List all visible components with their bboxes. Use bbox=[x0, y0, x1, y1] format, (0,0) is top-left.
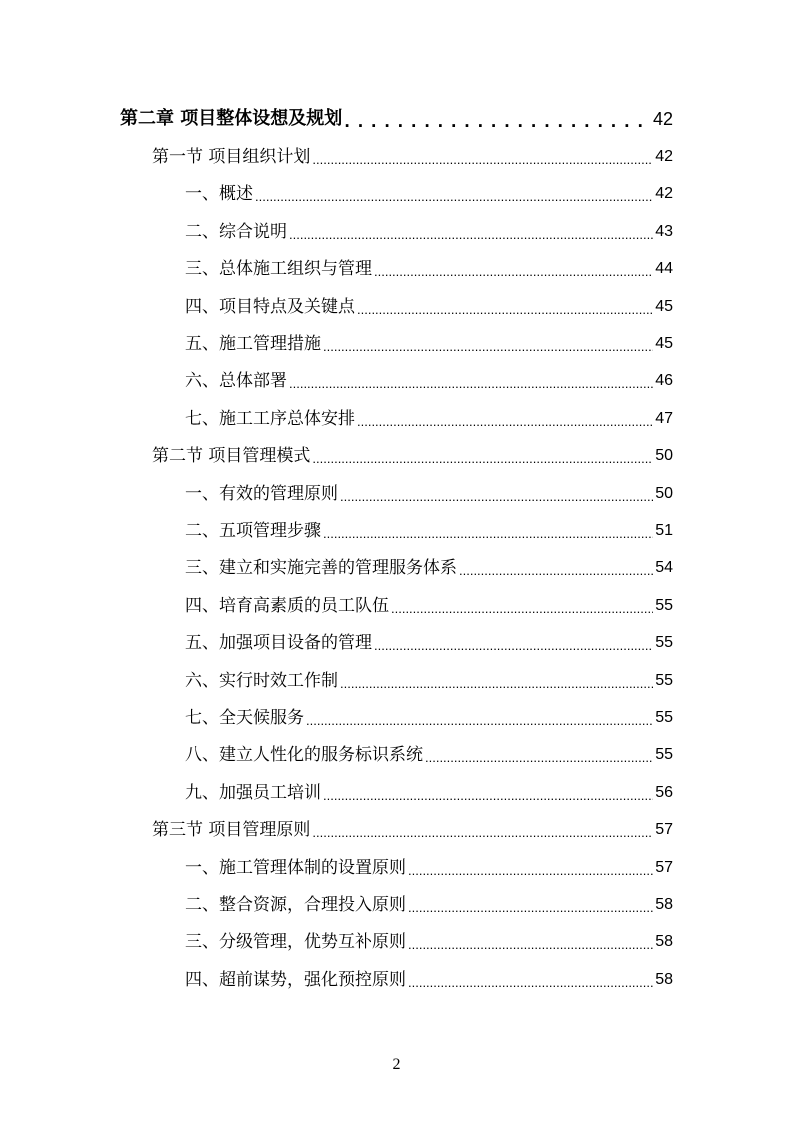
toc-item-entry[interactable] bbox=[185, 329, 673, 355]
toc-entry-title: 五、加强项目设备的管理 bbox=[185, 633, 372, 654]
toc-item-entry[interactable] bbox=[185, 553, 673, 579]
toc-dot-leader bbox=[357, 408, 653, 430]
toc-entry-title: 三、分级管理，优势互补原则 bbox=[185, 932, 406, 953]
toc-dot-leader bbox=[306, 707, 653, 729]
toc-entry-page: 54 bbox=[655, 559, 673, 577]
toc-entry-title: 七、施工工序总体安排 bbox=[185, 408, 355, 429]
toc-entry-page: 47 bbox=[655, 409, 673, 427]
toc-entry-page: 42 bbox=[655, 185, 673, 203]
toc-dot-leader bbox=[357, 296, 653, 318]
toc-entry-title: 一、有效的管理原则 bbox=[185, 483, 338, 504]
toc-entry-page: 58 bbox=[655, 896, 673, 913]
toc-chapter-entry[interactable] bbox=[120, 104, 673, 130]
toc-entry-page: 50 bbox=[655, 484, 673, 502]
toc-dot-leader bbox=[323, 782, 653, 804]
toc-entry-page: 51 bbox=[655, 522, 673, 539]
toc-dot-leader bbox=[323, 520, 653, 542]
toc-dot-leader bbox=[323, 333, 653, 355]
toc-dot-leader bbox=[408, 894, 653, 916]
toc-entry-title: 三、总体施工组织与管理 bbox=[185, 259, 372, 280]
toc-entry-page: 55 bbox=[655, 596, 673, 614]
toc-entry-page: 57 bbox=[655, 821, 673, 839]
toc-dot-leader bbox=[374, 258, 653, 280]
toc-entry-title: 九、加强员工培训 bbox=[185, 782, 321, 803]
toc-entry-page: 45 bbox=[655, 335, 673, 352]
toc-entry-title: 一、概述 bbox=[185, 184, 253, 205]
toc-dot-leader bbox=[255, 183, 653, 205]
page-number: 2 bbox=[392, 1056, 401, 1073]
toc-entry-page: 58 bbox=[655, 933, 673, 951]
toc-entry-title: 第二节 项目管理模式 bbox=[152, 446, 311, 467]
toc-entry-title: 七、全天候服务 bbox=[185, 708, 304, 728]
toc-entry-page: 58 bbox=[655, 970, 673, 988]
toc-section-entry[interactable] bbox=[152, 441, 673, 467]
toc-item-entry[interactable] bbox=[185, 890, 673, 916]
toc-dot-leader bbox=[459, 557, 653, 579]
toc-entry-title: 五、施工管理措施 bbox=[185, 334, 321, 354]
toc-dot-leader bbox=[408, 931, 653, 953]
toc-item-entry[interactable] bbox=[185, 479, 673, 505]
toc-entry-page: 43 bbox=[655, 222, 673, 240]
toc-dot-leader bbox=[408, 969, 653, 991]
toc-entry-page: 55 bbox=[655, 746, 673, 764]
toc-entry-page: 55 bbox=[655, 634, 673, 652]
toc-item-entry[interactable] bbox=[185, 404, 673, 430]
toc-dot-leader bbox=[425, 744, 653, 766]
toc-item-entry[interactable] bbox=[185, 217, 673, 243]
toc-item-entry[interactable] bbox=[185, 666, 673, 692]
toc-entry-page: 44 bbox=[655, 260, 673, 278]
toc-item-entry[interactable] bbox=[185, 516, 673, 542]
toc-dot-leader bbox=[340, 483, 653, 505]
toc-entry-title: 三、建立和实施完善的管理服务体系 bbox=[185, 558, 457, 579]
toc-entry-title: 四、培育高素质的员工队伍 bbox=[185, 595, 389, 616]
toc-dot-leader bbox=[289, 370, 653, 392]
toc-dot-leader bbox=[344, 108, 643, 130]
toc-dot-leader bbox=[312, 445, 653, 467]
toc-dot-leader bbox=[408, 857, 653, 879]
toc-item-entry[interactable] bbox=[185, 254, 673, 280]
toc-item-entry[interactable] bbox=[185, 292, 673, 318]
toc-entry-title: 第三节 项目管理原则 bbox=[152, 820, 311, 841]
toc-dot-leader bbox=[312, 146, 653, 168]
toc-entry-title: 一、施工管理体制的设置原则 bbox=[185, 857, 406, 878]
toc-entry-page: 46 bbox=[655, 372, 673, 390]
toc-entry-page: 56 bbox=[655, 783, 673, 801]
toc-item-entry[interactable] bbox=[185, 740, 673, 766]
toc-entry-page: 55 bbox=[655, 671, 673, 689]
toc-entry-page: 50 bbox=[655, 447, 673, 465]
toc-item-entry[interactable] bbox=[185, 853, 673, 879]
toc-entry-title: 二、综合说明 bbox=[185, 221, 287, 242]
toc-entry-title: 第一节 项目组织计划 bbox=[152, 147, 311, 167]
toc-chapter-page: 42 bbox=[652, 109, 673, 129]
toc-item-entry[interactable] bbox=[185, 703, 673, 729]
toc-entry-page: 42 bbox=[655, 148, 673, 165]
toc-item-entry[interactable] bbox=[185, 179, 673, 205]
toc-dot-leader bbox=[312, 819, 653, 841]
toc-entry-title: 四、超前谋势，强化预控原则 bbox=[185, 969, 406, 990]
toc-entry-title: 四、项目特点及关键点 bbox=[185, 296, 355, 317]
toc-item-entry[interactable] bbox=[185, 927, 673, 953]
toc-entry-page: 57 bbox=[655, 858, 673, 876]
toc-section-entry[interactable] bbox=[152, 142, 673, 168]
toc-entry-page: 55 bbox=[655, 709, 673, 726]
toc-entry-title: 二、整合资源，合理投入原则 bbox=[185, 895, 406, 915]
toc-entry-title: 六、总体部署 bbox=[185, 371, 287, 392]
toc-dot-leader bbox=[289, 221, 653, 243]
toc-entry-title: 八、建立人性化的服务标识系统 bbox=[185, 745, 423, 766]
toc-entry-page: 45 bbox=[655, 297, 673, 315]
toc-dot-leader bbox=[374, 632, 653, 654]
toc-entry-title: 二、五项管理步骤 bbox=[185, 521, 321, 541]
toc-dot-leader bbox=[340, 670, 653, 692]
toc-chapter-title: 第二章 项目整体设想及规划 bbox=[120, 108, 343, 129]
toc-item-entry[interactable] bbox=[185, 591, 673, 617]
toc-item-entry[interactable] bbox=[185, 965, 673, 991]
toc-section-entry[interactable] bbox=[152, 815, 673, 841]
toc-item-entry[interactable] bbox=[185, 628, 673, 654]
toc-entry-title: 六、实行时效工作制 bbox=[185, 670, 338, 691]
toc-dot-leader bbox=[391, 595, 653, 617]
toc-item-entry[interactable] bbox=[185, 366, 673, 392]
toc-item-entry[interactable] bbox=[185, 778, 673, 804]
